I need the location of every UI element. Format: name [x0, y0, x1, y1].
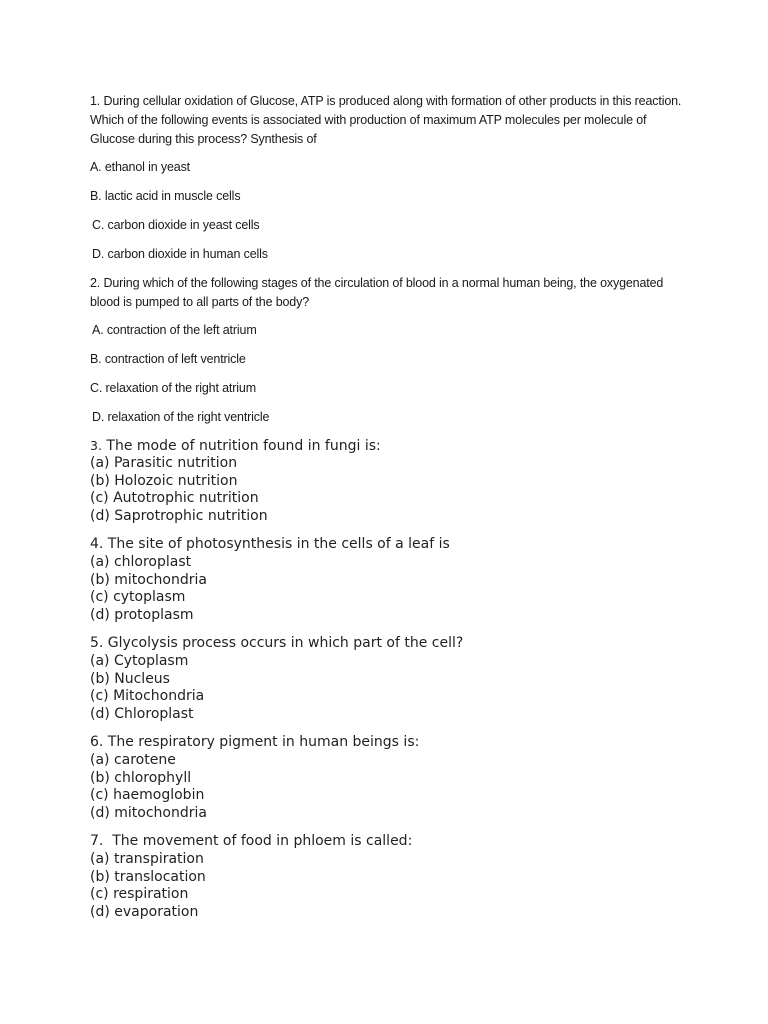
- question-3-option-b: (b) Holozoic nutrition: [90, 472, 238, 489]
- question-6-option-d: (d) mitochondria: [90, 805, 207, 822]
- question-3-stem: [90, 437, 690, 455]
- question-3: [90, 437, 690, 526]
- question-5-option-d: (d) Chloroplast: [90, 706, 194, 723]
- question-7-stem: 7. The movement of food in phloem is called:: [90, 832, 413, 849]
- question-4-option-d: (d) protoplasm: [90, 607, 194, 624]
- question-3-option-a: (a) Parasitic nutrition: [90, 454, 238, 471]
- question-5: [90, 635, 690, 724]
- question-3-option-d: (d) Saprotrophic nutrition: [90, 508, 268, 525]
- question-5-option-b: (b) Nucleus: [90, 670, 170, 687]
- question-4-option-c: (c) cytoplasm: [90, 589, 186, 606]
- question-1-stem: 1. During cellular oxidation of Glucose, ATP is produced along with formation of other products in this reaction. Which of the following events is associated with production of maximum ATP molecules per molecule of Glucose during this process? Synthesis of: [90, 94, 682, 146]
- question-1-option-a: A. ethanol in yeast: [90, 160, 190, 174]
- question-6-option-a: (a) carotene: [90, 751, 176, 768]
- question-2-stem: 2. During which of the following stages of the circulation of blood in a normal human being, the oxygenated blood is pumped to all parts of the body?: [90, 276, 664, 309]
- question-5-option-c: (c) Mitochondria: [90, 688, 205, 705]
- question-5-stem: 5. Glycolysis process occurs in which part of the cell?: [90, 634, 464, 651]
- question-1: [90, 92, 690, 264]
- question-3-option-c: (c) Autotrophic nutrition: [90, 490, 259, 507]
- question-2-option-b: B. contraction of left ventricle: [90, 352, 246, 366]
- question-5-option-a: (a) Cytoplasm: [90, 652, 189, 669]
- question-4-option-b: (b) mitochondria: [90, 571, 207, 588]
- question-6-stem: 6. The respiratory pigment in human beings is:: [90, 733, 420, 750]
- question-2: [90, 274, 690, 427]
- question-2-option-c: C. relaxation of the right atrium: [90, 381, 256, 395]
- question-2-option-a: A. contraction of the left atrium: [92, 323, 257, 337]
- question-4: [90, 536, 690, 625]
- question-6-option-b: (b) chlorophyll: [90, 769, 192, 786]
- question-7-option-d: (d) evaporation: [90, 904, 199, 921]
- question-6: [90, 734, 690, 823]
- question-7-option-b: (b) translocation: [90, 868, 206, 885]
- question-3-stem-text: The mode of nutrition found in fungi is:: [101, 438, 381, 454]
- question-3-number: 3.: [90, 438, 102, 453]
- question-1-option-c: C. carbon dioxide in yeast cells: [92, 218, 260, 232]
- question-6-option-c: (c) haemoglobin: [90, 787, 205, 804]
- question-4-stem: 4. The site of photosynthesis in the cells of a leaf is: [90, 535, 450, 552]
- question-4-option-a: (a) chloroplast: [90, 553, 192, 570]
- question-7: [90, 833, 690, 922]
- question-7-option-a: (a) transpiration: [90, 850, 204, 867]
- question-7-option-c: (c) respiration: [90, 886, 189, 903]
- question-sheet: [90, 92, 690, 932]
- question-2-option-d: D. relaxation of the right ventricle: [92, 410, 270, 424]
- question-1-option-d: D. carbon dioxide in human cells: [92, 247, 268, 261]
- question-1-option-b: B. lactic acid in muscle cells: [90, 189, 241, 203]
